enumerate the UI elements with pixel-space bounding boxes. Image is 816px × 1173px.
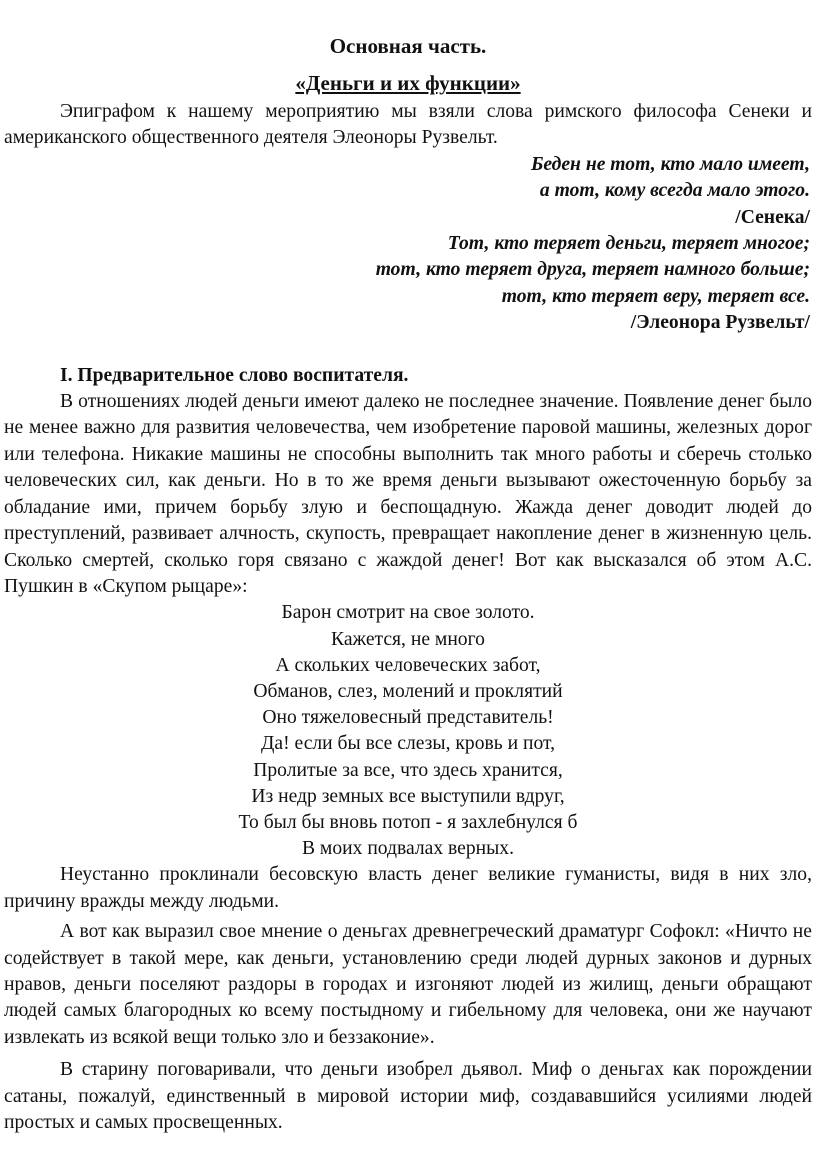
poem-line: Обманов, слез, молений и проклятий [253,680,563,702]
body-paragraph: В старину поговаривали, что деньги изобрел дьявол. Миф о деньгах как порождении сатаны, пожалуй, единственный в мировой истории миф, создававшийся усилиями людей простых и самых просвещенных. [4,1059,812,1133]
epigraph-line: Беден не тот, кто мало имеет, [530,153,810,175]
body-paragraph: Неустанно проклинали бесовскую власть денег великие гуманисты, видя в них зло, причину вражды между людьми. [4,864,812,912]
section-heading: I. Предварительное слово воспитателя. [60,364,409,386]
body-paragraph: В отношениях людей деньги имеют далеко не последнее значение. Появление денег было не менее важно для развития человечества, чем изобретение паровой машины, железных дорог или телефона. Никакие машины не способны выполнить так много работы и сберечь столько человеческих сил, как деньги. Но в то же время деньги вызывают ожесточенную борьбу за обладание ими, причем борьбу злую и беспощадную. Жажда денег доводит людей до преступлений, развивает алчность, скупость, превращает накопление денег в жизненную цель. Сколько смертей, сколько горя связано с жаждой денег! Вот как высказался об этом А.С. Пушкин в «Скупом рыцаре»: [4,391,812,597]
poem-line: Кажется, не много [331,628,485,650]
body-paragraph: А вот как выразил свое мнение о деньгах древнегреческий драматург Софокл: «Ничто не содействует в такой мере, как деньги, установлению среди людей дурных законов и дурных нравов, деньги поселяют раздоры в городах и изгоняют людей из жилищ, деньги обращают людей самых благородных ко всему постыдному и гибельному для человека, они же научают извлекать из всякой вещи только зло и беззаконие». [4,921,812,1048]
poem-line: Из недр земных все выступили вдруг, [251,785,565,807]
epigraph-seneca [4,152,812,205]
epigraph-roosevelt [4,231,812,310]
epigraph-author: /Сенека/ [735,206,810,228]
epigraph-line: а тот, кому всегда мало этого. [539,180,810,202]
poem-line: Оно тяжеловесный представитель! [262,707,554,729]
poem-line: То был бы вновь потоп - я захлебнулся б [238,811,578,833]
epigraph-line: тот, кто теряет друга, теряет намного больше; [375,259,810,281]
intro-paragraph: Эпиграфом к нашему мероприятию мы взяли слова римского философа Сенеки и американского общественного деятеля Элеоноры Рузвельт. [4,101,812,149]
poem-line: Барон смотрит на свое золото. [281,602,535,624]
poem-line: А скольких человеческих забот, [275,654,541,676]
poem-line: В моих подвалах верных. [301,838,515,860]
epigraph-line: Тот, кто теряет деньги, теряет многое; [447,233,810,255]
page-subtitle: «Деньги и их функции» [295,71,521,95]
epigraph-line: тот, кто теряет веру, теряет все. [501,285,810,307]
poem-line: Пролитые за все, что здесь хранится, [253,759,563,781]
poem-line: Да! если бы все слезы, кровь и пот, [261,733,555,755]
epigraph-author: /Элеонора Рузвельт/ [630,312,810,334]
page-title: Основная часть. [329,34,487,58]
poem-block [4,600,812,862]
